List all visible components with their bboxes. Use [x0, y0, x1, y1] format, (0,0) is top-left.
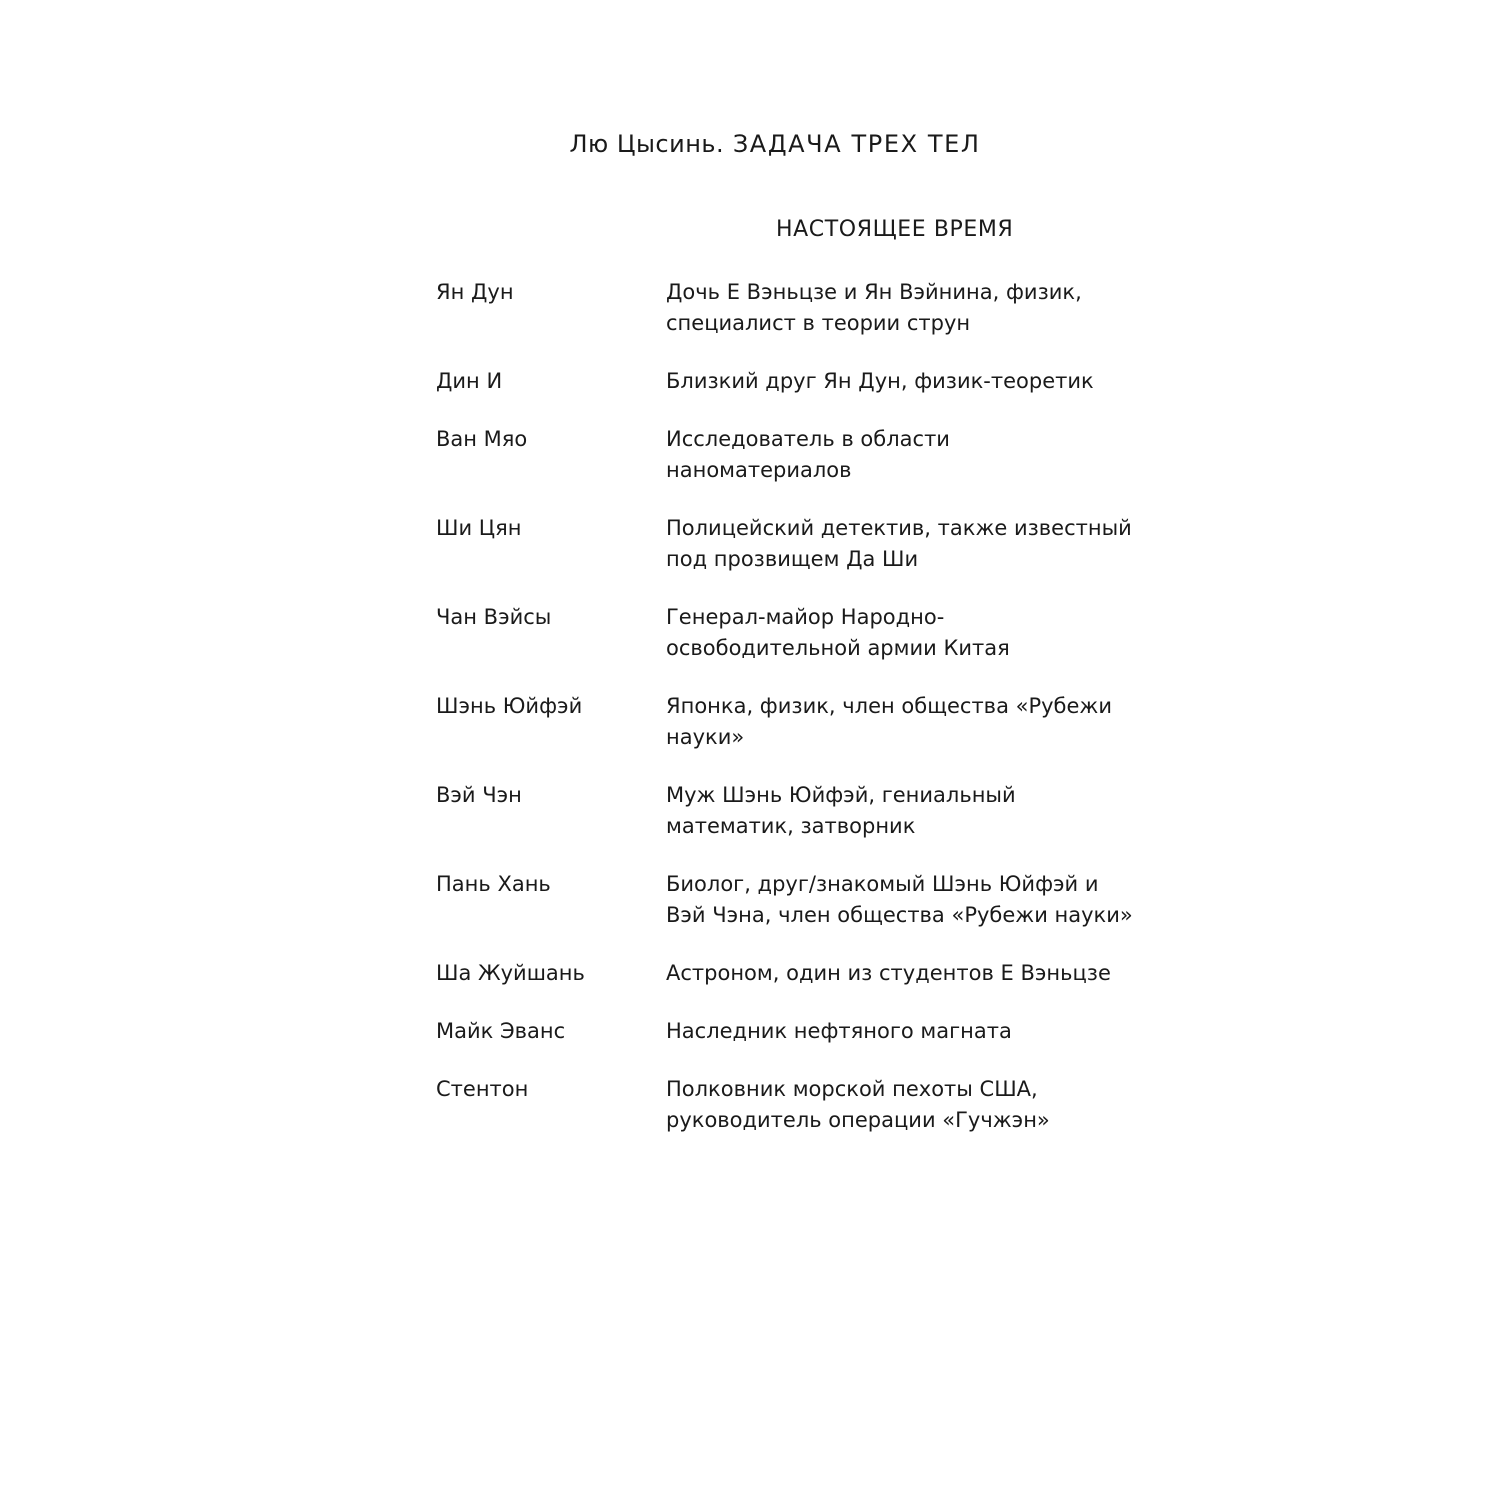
running-head — [0, 130, 1500, 158]
description-line: математик, затворник — [666, 814, 916, 838]
character-description — [666, 602, 1126, 664]
description-line: Астроном, один из студентов Е Вэньцзе — [666, 961, 1111, 985]
character-row — [436, 869, 1136, 931]
character-description — [666, 366, 1126, 397]
character-name: Шэнь Юйфэй — [436, 694, 583, 718]
description-line: Биолог, друг/знакомый Шэнь Юйфэй и — [666, 872, 1099, 896]
character-description — [666, 424, 1126, 486]
description-line: Полковник морской пехоты США, — [666, 1077, 1038, 1101]
description-line: Полицейский детектив, также известный — [666, 516, 1132, 540]
description-line: руководитель операции «Гучжэн» — [666, 1108, 1050, 1132]
description-line: освободительной армии Китая — [666, 636, 1010, 660]
character-description — [666, 513, 1132, 575]
character-description — [666, 958, 1126, 989]
description-line: Генерал-майор Народно- — [666, 605, 945, 629]
character-description — [666, 780, 1126, 842]
description-line: Наследник нефтяного магната — [666, 1019, 1012, 1043]
character-row — [436, 277, 1136, 339]
character-name: Вэй Чэн — [436, 783, 522, 807]
character-description — [666, 277, 1126, 339]
description-line: под прозвищем Да Ши — [666, 547, 919, 571]
description-line: Вэй Чэна, член общества «Рубежи науки» — [666, 903, 1133, 927]
character-row — [436, 691, 1136, 753]
character-name: Ша Жуйшань — [436, 961, 585, 985]
description-line: Муж Шэнь Юйфэй, гениальный — [666, 783, 1016, 807]
description-line: Исследователь в области — [666, 427, 950, 451]
character-name: Дин И — [436, 369, 503, 393]
book-title: ЗАДАЧА ТРЕХ ТЕЛ — [732, 130, 981, 158]
character-name: Ян Дун — [436, 280, 514, 304]
character-description — [666, 1074, 1126, 1136]
character-row — [436, 513, 1136, 575]
description-line: науки» — [666, 725, 745, 749]
description-line: специалист в теории струн — [666, 311, 971, 335]
character-description — [666, 869, 1133, 931]
character-name: Пань Хань — [436, 872, 551, 896]
description-line: Близкий друг Ян Дун, физик-теоретик — [666, 369, 1094, 393]
description-line: Японка, физик, член общества «Рубежи — [666, 694, 1112, 718]
character-row — [436, 958, 1136, 989]
character-row — [436, 366, 1136, 397]
character-row — [436, 424, 1136, 486]
character-name: Майк Эванс — [436, 1019, 566, 1043]
character-row — [436, 780, 1136, 842]
character-name: Ши Цян — [436, 516, 522, 540]
description-line: Дочь Е Вэньцзе и Ян Вэйнина, физик, — [666, 280, 1082, 304]
character-description — [666, 691, 1126, 753]
description-line: наноматериалов — [666, 458, 852, 482]
character-name: Чан Вэйсы — [436, 605, 552, 629]
character-description — [666, 1016, 1126, 1047]
character-name: Стентон — [436, 1077, 529, 1101]
character-name: Ван Мяо — [436, 427, 528, 451]
character-list — [436, 277, 1136, 1163]
character-row — [436, 602, 1136, 664]
character-row — [436, 1016, 1136, 1047]
character-row — [436, 1074, 1136, 1136]
section-heading: НАСТОЯЩЕЕ ВРЕМЯ — [776, 217, 1014, 242]
author-name: Лю Цысинь. — [569, 130, 725, 158]
